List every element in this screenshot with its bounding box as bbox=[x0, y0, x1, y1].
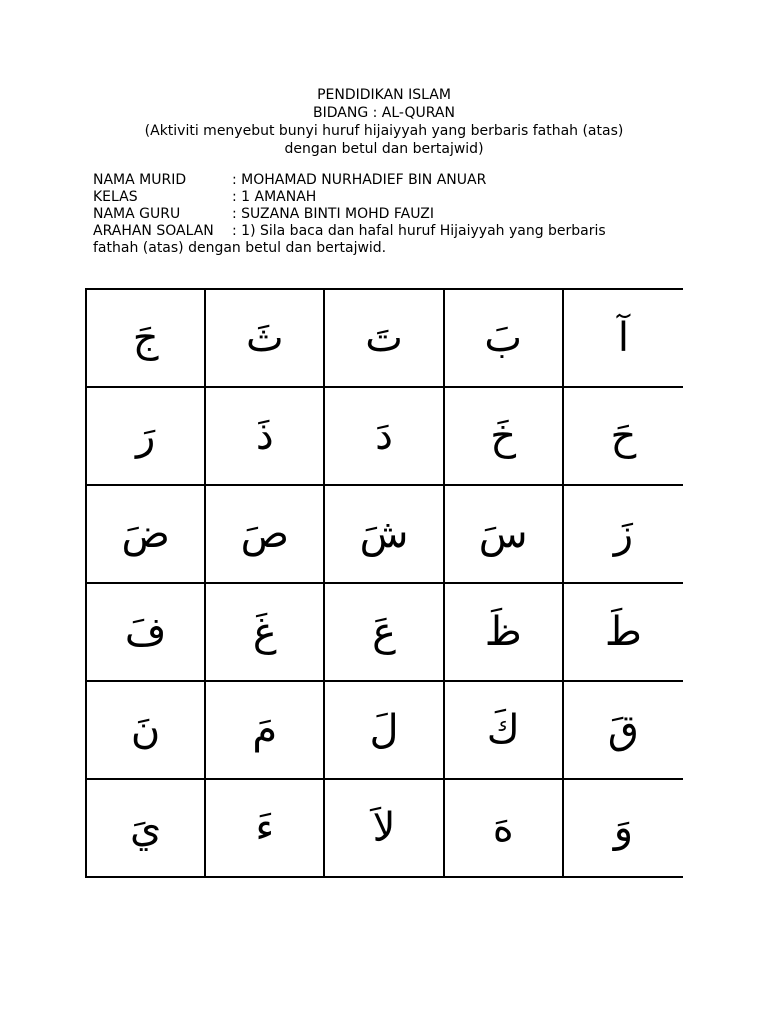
letter-cell bbox=[87, 780, 206, 878]
class-row bbox=[93, 189, 693, 206]
hijaiyyah-letter: ضَ bbox=[121, 511, 170, 557]
worksheet-header bbox=[0, 86, 768, 158]
letter-cell bbox=[87, 290, 206, 388]
instruction-label: ARAHAN SOALAN bbox=[93, 223, 214, 239]
letter-cell bbox=[206, 290, 325, 388]
letter-cell bbox=[445, 290, 564, 388]
hijaiyyah-letter: مَ bbox=[252, 707, 278, 753]
instruction-value: : 1) Sila baca dan hafal huruf Hijaiyyah yang berbaris bbox=[232, 223, 606, 239]
hijaiyyah-letter: دَ bbox=[375, 413, 393, 459]
letter-cell bbox=[87, 486, 206, 584]
class-label: KELAS bbox=[93, 189, 138, 205]
hijaiyyah-letter: قَ bbox=[607, 707, 639, 753]
hijaiyyah-letter: فَ bbox=[124, 609, 167, 655]
hijaiyyah-letter: شَ bbox=[359, 511, 409, 557]
letter-cell bbox=[206, 486, 325, 584]
hijaiyyah-letter: ظَ bbox=[484, 609, 522, 655]
hijaiyyah-letter: نَ bbox=[130, 707, 161, 753]
hijaiyyah-letter: وَ bbox=[613, 805, 634, 851]
letter-cell bbox=[445, 584, 564, 682]
hijaiyyah-letter: تَ bbox=[365, 315, 403, 361]
teacher-label: NAMA GURU bbox=[93, 206, 181, 222]
letter-cell bbox=[445, 780, 564, 878]
letter-cell bbox=[87, 682, 206, 780]
hijaiyyah-letter: خَ bbox=[490, 413, 517, 459]
hijaiyyah-letter: هَ bbox=[492, 805, 514, 851]
letter-cell bbox=[564, 682, 683, 780]
letter-cell bbox=[445, 388, 564, 486]
letter-cell bbox=[206, 584, 325, 682]
hijaiyyah-letter: صَ bbox=[240, 511, 289, 557]
letter-cell bbox=[325, 682, 444, 780]
hijaiyyah-letter: طَ bbox=[604, 609, 642, 655]
letter-cell bbox=[206, 388, 325, 486]
hijaiyyah-letter: حَ bbox=[610, 413, 637, 459]
letter-cell bbox=[564, 388, 683, 486]
worksheet-subject: BIDANG : AL-QURAN bbox=[313, 105, 455, 121]
hijaiyyah-letter: بَ bbox=[484, 315, 523, 361]
hijaiyyah-letter: ءَ bbox=[255, 805, 275, 851]
hijaiyyah-letter: سَ bbox=[478, 511, 528, 557]
student-info-block bbox=[93, 172, 693, 257]
student-name-row bbox=[93, 172, 693, 189]
letter-cell bbox=[325, 780, 444, 878]
hijaiyyah-letter: ذَ bbox=[255, 413, 274, 459]
letter-cell bbox=[87, 584, 206, 682]
letter-cell bbox=[564, 584, 683, 682]
hijaiyyah-letter: كَ bbox=[486, 707, 520, 753]
hijaiyyah-letter: لَ bbox=[369, 707, 399, 753]
hijaiyyah-letter-grid bbox=[85, 288, 683, 878]
activity-description-line-2: dengan betul dan bertajwid) bbox=[284, 141, 484, 157]
letter-cell bbox=[206, 682, 325, 780]
letter-cell bbox=[564, 486, 683, 584]
letter-cell bbox=[87, 388, 206, 486]
letter-cell bbox=[564, 290, 683, 388]
instruction-row bbox=[93, 223, 693, 240]
teacher-value: : SUZANA BINTI MOHD FAUZI bbox=[232, 206, 434, 222]
hijaiyyah-letter: رَ bbox=[135, 413, 156, 459]
hijaiyyah-letter: جَ bbox=[132, 315, 159, 361]
student-name-value: : MOHAMAD NURHADIEF BIN ANUAR bbox=[232, 172, 487, 188]
hijaiyyah-letter: يَ bbox=[129, 805, 162, 851]
letter-cell bbox=[325, 584, 444, 682]
student-name-label: NAMA MURID bbox=[93, 172, 187, 188]
letter-cell bbox=[325, 290, 444, 388]
letter-cell bbox=[206, 780, 325, 878]
activity-description-line-1: (Aktiviti menyebut bunyi huruf hijaiyyah yang berbaris fathah (atas) bbox=[144, 123, 624, 139]
letter-cell bbox=[445, 682, 564, 780]
letter-cell bbox=[325, 486, 444, 584]
teacher-row bbox=[93, 206, 693, 223]
instruction-continuation: fathah (atas) dengan betul dan bertajwid. bbox=[93, 240, 387, 256]
hijaiyyah-letter: لاَ bbox=[372, 805, 396, 851]
hijaiyyah-letter: عَ bbox=[372, 609, 396, 655]
letter-cell bbox=[564, 780, 683, 878]
hijaiyyah-letter: آ bbox=[617, 315, 629, 361]
hijaiyyah-letter: زَ bbox=[613, 511, 634, 557]
class-value: : 1 AMANAH bbox=[232, 189, 317, 205]
letter-cell bbox=[445, 486, 564, 584]
letter-cell bbox=[325, 388, 444, 486]
worksheet-title: PENDIDIKAN ISLAM bbox=[317, 87, 451, 103]
hijaiyyah-letter: ثَ bbox=[245, 315, 284, 361]
hijaiyyah-letter: غَ bbox=[252, 609, 277, 655]
